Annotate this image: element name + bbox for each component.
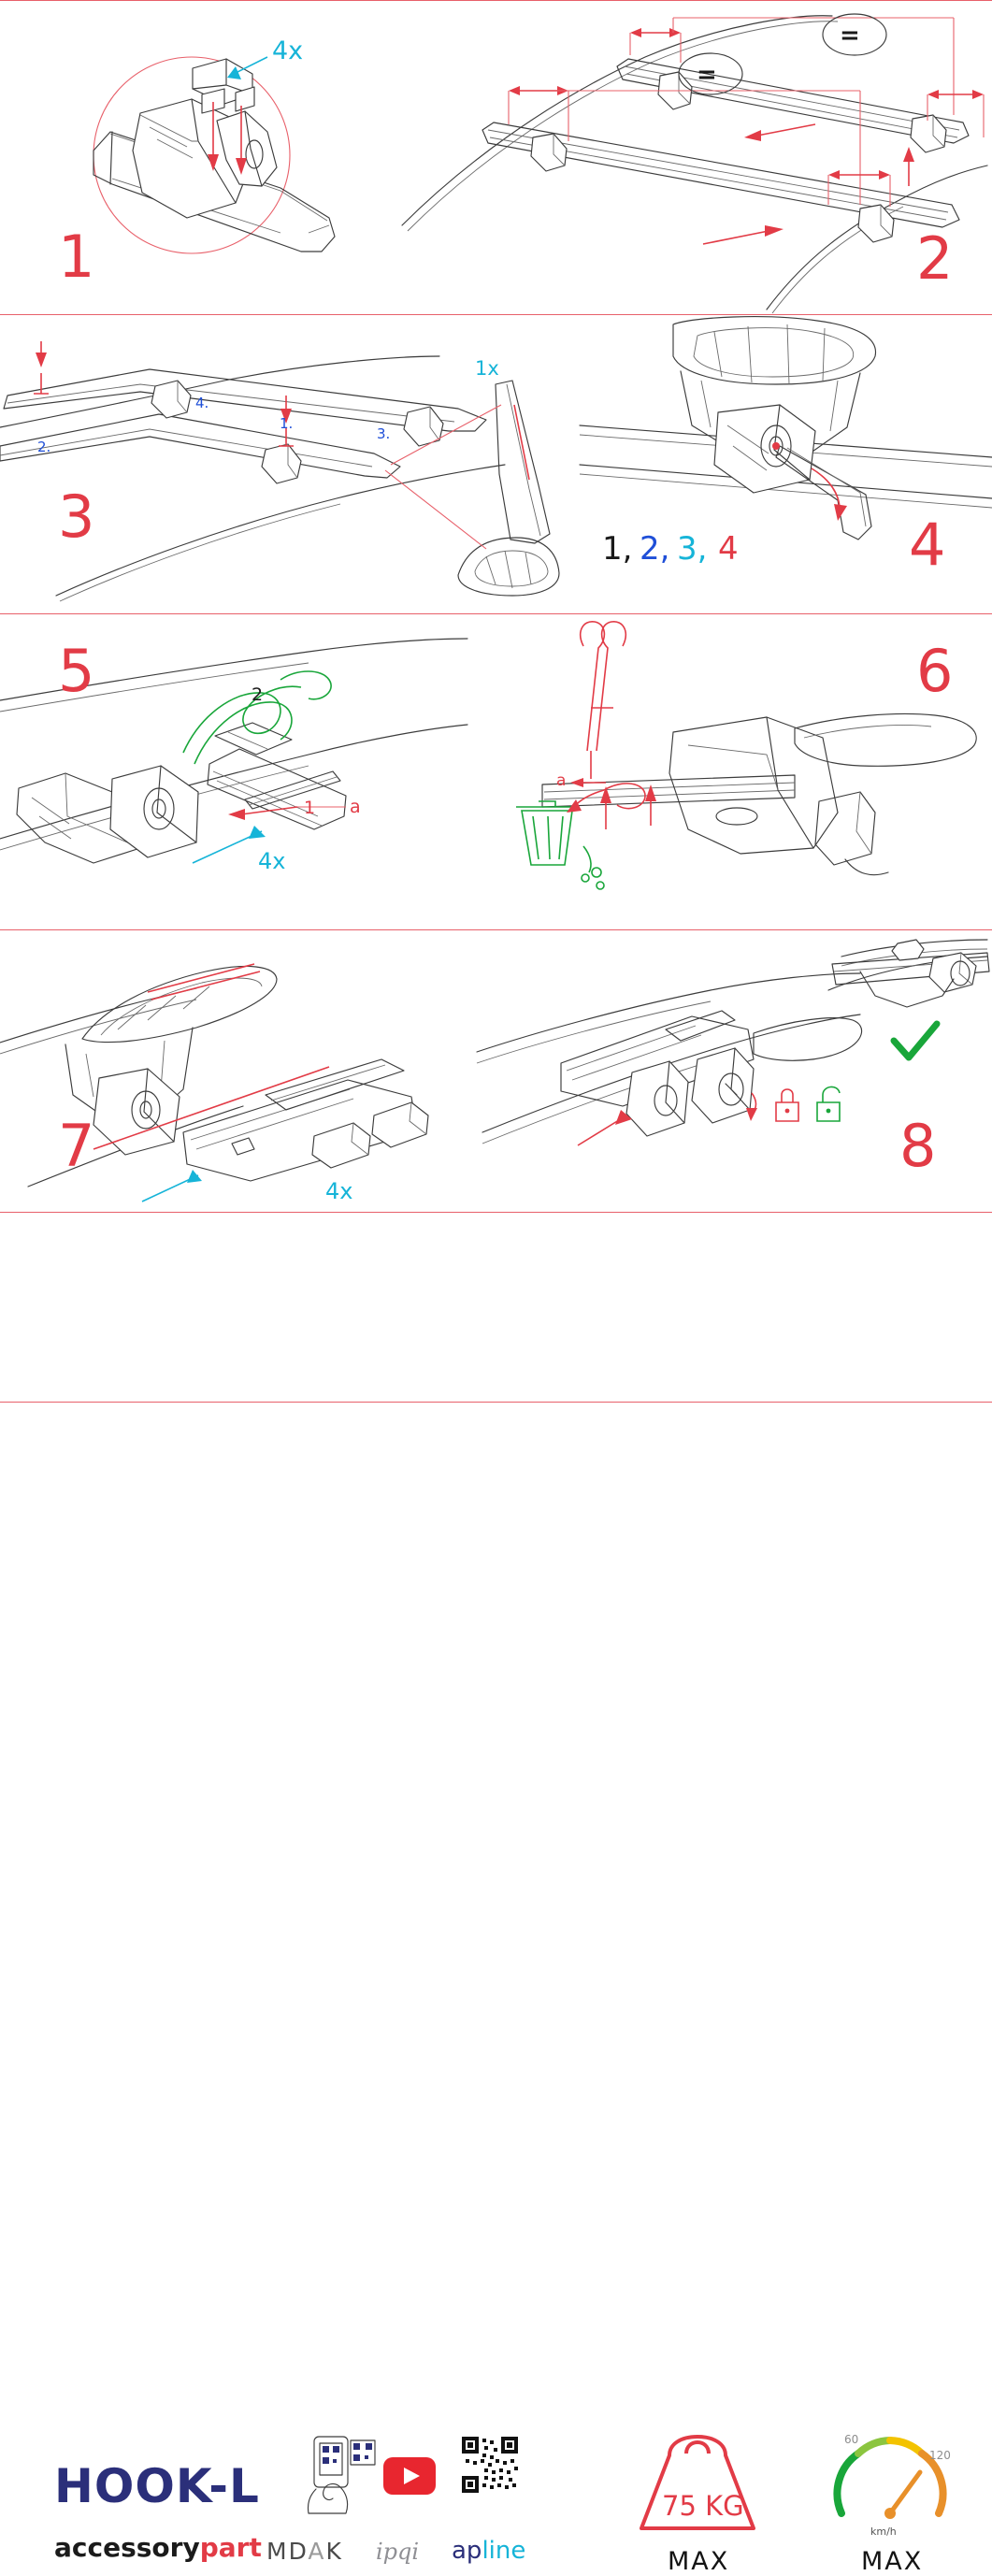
- apline-suffix: line: [482, 2537, 526, 2565]
- footer: [0, 1212, 992, 2576]
- phone-qr-icon[interactable]: [297, 2435, 378, 2515]
- step-5-number: 5: [58, 637, 95, 705]
- qr-code[interactable]: [462, 2437, 518, 2493]
- step-5-quantity-label: 4x: [258, 848, 286, 874]
- step-2-number: 2: [916, 224, 954, 293]
- step-3-order-2: 2.: [37, 439, 51, 455]
- step-3-order-4: 4.: [195, 395, 209, 411]
- max-load-value: 75 KG: [662, 2490, 744, 2522]
- step-1-number: 1: [58, 223, 95, 291]
- logo-apline: [452, 2537, 525, 2565]
- step-6-number: 6: [916, 637, 954, 705]
- step-8-panel: [467, 930, 992, 1212]
- step-3-order-1: 1.: [280, 415, 294, 432]
- gauge-tick-120: 120: [929, 2449, 951, 2462]
- max-speed-caption: MAX: [861, 2547, 924, 2576]
- youtube-icon[interactable]: [383, 2457, 436, 2495]
- step-2-illustration: [393, 1, 992, 314]
- step-5-label-a: a: [350, 797, 361, 817]
- speed-gauge-icon: [830, 2431, 950, 2536]
- product-title: HOOK-L: [54, 2459, 260, 2513]
- step-5-label-1: 1: [304, 798, 316, 818]
- step-3-panel: [0, 315, 580, 613]
- step-3-number: 3: [58, 482, 95, 551]
- step-7-panel: [0, 930, 467, 1212]
- step-5-label-2: 2: [252, 684, 264, 705]
- brand-tagline: [54, 2532, 262, 2563]
- weight-icon: [632, 2435, 763, 2538]
- tagline-suffix: part: [199, 2532, 262, 2563]
- gauge-unit: km/h: [870, 2526, 897, 2538]
- step-3-order-3: 3.: [377, 425, 391, 442]
- step-4-sequence-1: 1,: [602, 530, 633, 568]
- step-8-number: 8: [899, 1112, 937, 1180]
- logo-ipqi: ipqi: [376, 2539, 420, 2565]
- step-2-panel: [393, 1, 992, 314]
- step-4-sequence-4: 4: [718, 530, 739, 568]
- step-1-quantity-label: 4x: [272, 36, 304, 65]
- step-7-number: 7: [58, 1112, 95, 1180]
- apline-prefix: ap: [452, 2537, 482, 2565]
- step-5-panel: [0, 614, 486, 929]
- step-4-sequence-2: 2,: [640, 530, 670, 568]
- step-2-equal-mark-1: =: [840, 22, 860, 50]
- step-6-panel: [486, 614, 992, 929]
- step-6-label-a: a: [556, 771, 567, 790]
- step-4-panel: [580, 315, 992, 613]
- tagline-prefix: accessory: [54, 2532, 200, 2563]
- step-1-panel: [0, 1, 393, 314]
- step-3-quantity-label: 1x: [475, 357, 499, 380]
- logo-mdak: MDAK: [266, 2538, 343, 2565]
- max-load-caption: MAX: [668, 2547, 730, 2576]
- step-4-sequence-3: 3,: [677, 530, 708, 568]
- step-7-quantity-label: 4x: [325, 1178, 353, 1204]
- step-4-number: 4: [909, 511, 946, 579]
- step-2-equal-mark-2: =: [697, 61, 717, 89]
- gauge-tick-60: 60: [844, 2433, 859, 2446]
